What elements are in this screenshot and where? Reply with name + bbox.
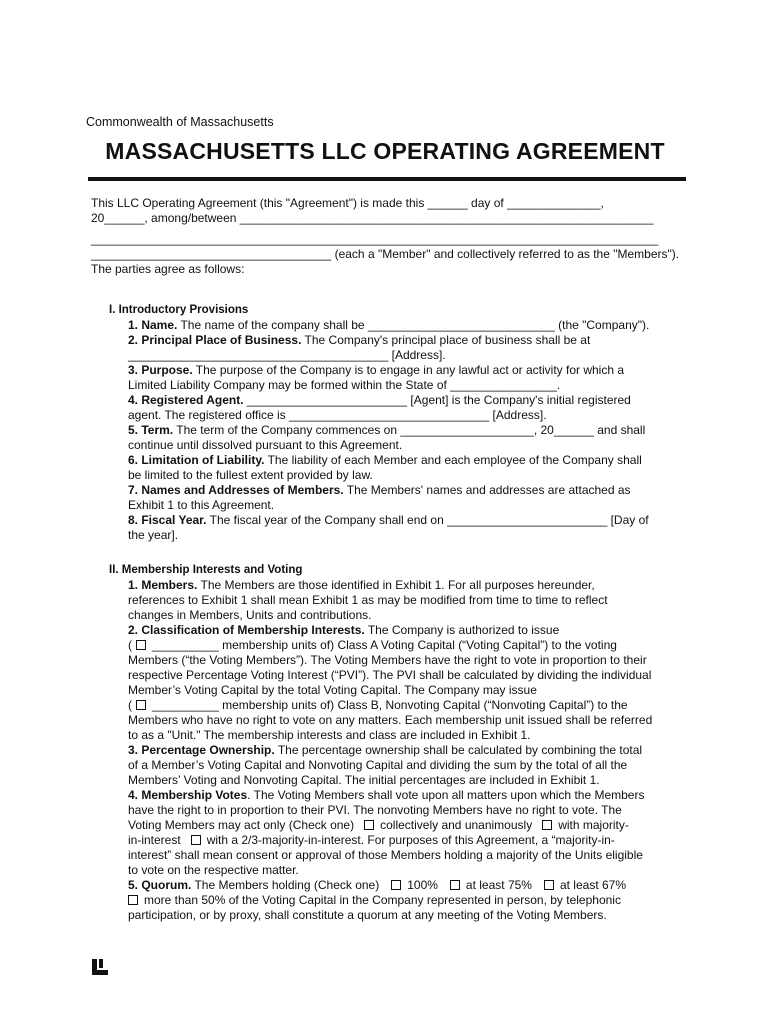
item-text: The Company's principal place of business shall be at <box>301 333 591 347</box>
item-text: The name of the company shall be ____________________________ (the "Company"). <box>177 318 650 332</box>
item-label: 8. Fiscal Year. <box>128 513 207 527</box>
title-rule <box>88 177 686 181</box>
item-text: Limited Liability Company may be formed within the State of ________________. <box>128 378 561 392</box>
section-title: I. Introductory Provisions <box>109 304 249 316</box>
option-text: with a 2/3-majority-in-interest. For purposes of this Agreement, a “majority-in- <box>206 833 615 847</box>
provision-limitation-of-liability <box>128 453 683 483</box>
option-text: with majority- <box>558 818 629 832</box>
item-text: The Members are those identified in Exhibit 1. For all purposes hereunder, <box>197 578 595 592</box>
item-text: interest” shall mean consent or approval of those Members holding a majority of the Units eligible <box>128 848 643 862</box>
item-text: The percentage ownership shall be calculated by combining the total <box>274 743 643 757</box>
membership-members <box>128 578 683 623</box>
intro-line: _____________________________________________________________________________________ <box>91 232 659 246</box>
provision-principal-place <box>128 333 683 363</box>
item-label: 5. Quorum. <box>128 878 192 892</box>
item-text: Members’ Voting and Nonvoting Capital. The initial percentages are included in Exhibit 1. <box>128 773 600 787</box>
item-text: changes in Members, Units and contributions. <box>128 608 372 622</box>
item-text: agent. The registered office is ______________________________ [Address]. <box>128 408 547 422</box>
item-text: Exhibit 1 to this Agreement. <box>128 498 275 512</box>
item-text: to as a "Unit." The membership interests and class are included in Exhibit 1. <box>128 728 531 742</box>
item-text: continue until dissolved pursuant to this Agreement. <box>128 438 403 452</box>
option-text: 100% <box>407 878 438 892</box>
item-text: be limited to the fullest extent provided by law. <box>128 468 373 482</box>
section-introductory-provisions <box>91 303 683 543</box>
item-text: have the right to in proportion to their PVI. The nonvoting Members have no right to vote. The <box>128 803 622 817</box>
intro-line: 20______, among/between ______________________________________________________________ <box>91 211 654 225</box>
checkbox-67[interactable] <box>544 880 554 890</box>
item-label: 3. Percentage Ownership. <box>128 743 275 757</box>
item-label: 2. Principal Place of Business. <box>128 333 302 347</box>
item-text: . The Voting Members shall vote upon all matters upon which the Members <box>247 788 645 802</box>
checkbox-50[interactable] <box>128 895 138 905</box>
checkbox-unanimous[interactable] <box>364 820 374 830</box>
membership-quorum <box>128 878 683 923</box>
checkbox-two-thirds[interactable] <box>191 835 201 845</box>
item-text: Members who have no right to vote on any matters. Each membership unit issued shall be referred <box>128 713 653 727</box>
item-text: The Members' names and addresses are attached as <box>343 483 631 497</box>
item-text: The Members holding (Check one) <box>191 878 380 892</box>
state-heading: Commonwealth of Massachusetts <box>86 115 274 129</box>
intro-paragraph <box>91 196 683 277</box>
item-text: ( <box>128 638 132 652</box>
item-label: 7. Names and Addresses of Members. <box>128 483 344 497</box>
option-text: at least 67% <box>559 878 627 892</box>
section-items <box>128 318 683 543</box>
checkbox[interactable] <box>136 700 146 710</box>
provision-registered-agent <box>128 393 683 423</box>
item-text: respective Percentage Voting Interest (“PVI”). The PVI shall be calculated by dividing the individual <box>128 668 652 682</box>
checkbox-majority[interactable] <box>542 820 552 830</box>
item-text: of a Member’s Voting Capital and Nonvoting Capital and dividing the sum by the total of all the <box>128 758 628 772</box>
provision-fiscal-year <box>128 513 683 543</box>
item-text: Members (“the Voting Members”). The Voting Members have the right to vote in proportion to their <box>128 653 647 667</box>
option-text: collectively and unanimously <box>380 818 533 832</box>
item-text: in-interest <box>128 833 181 847</box>
document-body <box>91 196 683 923</box>
item-label: 4. Registered Agent. <box>128 393 244 407</box>
intro-agree: The parties agree as follows: <box>91 262 245 276</box>
item-text: __________ membership units of) Class B, Nonvoting Capital (“Nonvoting Capital”) to the <box>152 698 628 712</box>
section-membership-interests <box>91 563 683 923</box>
item-text: the year]. <box>128 528 179 542</box>
provision-name <box>128 318 683 333</box>
checkbox-100[interactable] <box>391 880 401 890</box>
checkbox[interactable] <box>136 640 146 650</box>
intro-line: This LLC Operating Agreement (this "Agreement") is made this ______ day of ______________, <box>91 196 604 210</box>
item-text: The purpose of the Company is to engage in any lawful act or activity for which a <box>192 363 625 377</box>
membership-percentage-ownership <box>128 743 683 788</box>
document-title: MASSACHUSETTS LLC OPERATING AGREEMENT <box>105 138 665 164</box>
provision-term <box>128 423 683 453</box>
item-text: references to Exhibit 1 shall mean Exhibit 1 as may be modified from time to time to reflect <box>128 593 608 607</box>
item-text: The Company is authorized to issue <box>364 623 560 637</box>
item-label: 3. Purpose. <box>128 363 193 377</box>
item-text: The fiscal year of the Company shall end on ________________________ [Day of <box>206 513 649 527</box>
item-text: The term of the Company commences on ____________________, 20______ and shall <box>173 423 646 437</box>
option-text: more than 50% of the Voting Capital in the Company represented in person, by telephonic <box>144 893 621 907</box>
item-label: 2. Classification of Membership Interests. <box>128 623 365 637</box>
intro-line: ____________________________________ (each a "Member" and collectively referred to as the "Members"). <box>91 247 680 261</box>
section-title: II. Membership Interests and Voting <box>109 564 303 576</box>
item-text: Member’s Voting Capital by the total Voting Capital. The Company may issue <box>128 683 537 697</box>
provision-purpose <box>128 363 683 393</box>
provision-names-addresses <box>128 483 683 513</box>
item-text: __________ membership units of) Class A Voting Capital (“Voting Capital”) to the voting <box>152 638 617 652</box>
item-text: ( <box>128 698 132 712</box>
item-label: 4. Membership Votes <box>128 788 248 802</box>
item-label: 6. Limitation of Liability. <box>128 453 265 467</box>
option-text: at least 75% <box>465 878 532 892</box>
item-label: 1. Members. <box>128 578 198 592</box>
publisher-logo-icon <box>91 958 109 976</box>
item-label: 5. Term. <box>128 423 174 437</box>
membership-classification <box>128 623 683 743</box>
item-text: ________________________ [Agent] is the Company's initial registered <box>243 393 631 407</box>
item-text: participation, or by proxy, shall constitute a quorum at any meeting of the Voting Members. <box>128 908 607 922</box>
checkbox-75[interactable] <box>450 880 460 890</box>
item-text: to vote on the respective matter. <box>128 863 299 877</box>
item-label: 1. Name. <box>128 318 178 332</box>
item-text: _______________________________________ [Address]. <box>128 348 446 362</box>
membership-votes <box>128 788 683 878</box>
item-text: The liability of each Member and each employee of the Company shall <box>264 453 642 467</box>
section-items <box>128 578 683 923</box>
item-text: Voting Members may act only (Check one) <box>128 818 355 832</box>
